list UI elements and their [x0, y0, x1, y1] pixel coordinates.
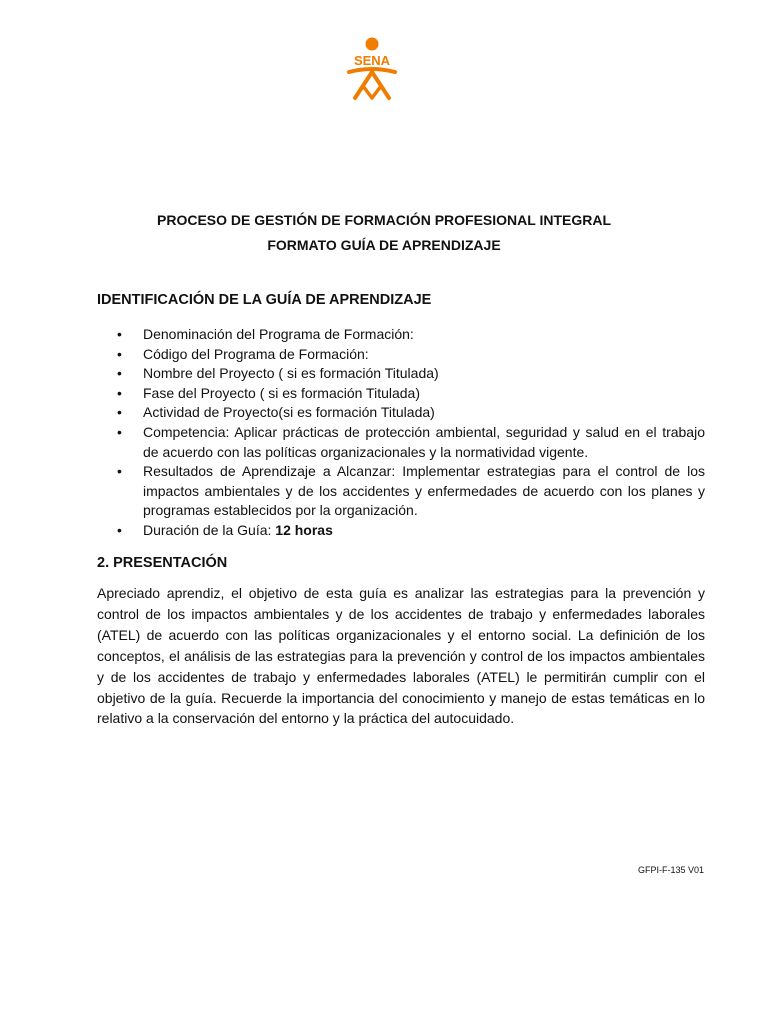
duration-value: 12 horas [275, 521, 333, 538]
list-item [97, 384, 705, 404]
document-process-title: PROCESO DE GESTIÓN DE FORMACIÓN PROFESIONAL INTEGRAL [157, 212, 611, 228]
list-item-text: Actividad de Proyecto(si es formación Titulada) [143, 404, 435, 421]
document-format-title: FORMATO GUÍA DE APRENDIZAJE [267, 237, 501, 253]
sena-logo-text: SENA [353, 53, 391, 68]
list-item-text: Competencia: Aplicar prácticas de protección ambiental, seguridad y salud en el trabajo de acuerdo con las políticas organizacionales y la normatividad vigente. [143, 423, 705, 460]
bullet-icon: • [117, 521, 122, 538]
document-code: GFPI-F-135 V01 [637, 865, 704, 875]
list-item [97, 325, 705, 345]
list-item [97, 364, 705, 384]
bullet-icon: • [117, 384, 122, 401]
bullet-icon: • [117, 365, 122, 382]
bullet-icon: • [117, 423, 122, 440]
list-item-text: Nombre del Proyecto ( si es formación Titulada) [143, 365, 439, 382]
list-item-text: Fase del Proyecto ( si es formación Titulada) [143, 384, 421, 401]
list-item [97, 423, 705, 462]
sena-logo [343, 36, 401, 102]
list-item-text: Denominación del Programa de Formación: [143, 326, 414, 342]
identification-heading: IDENTIFICACIÓN DE LA GUÍA DE APRENDIZAJE [97, 292, 432, 308]
list-item-text: Duración de la Guía: [143, 521, 276, 538]
list-item-text: Código del Programa de Formación: [143, 345, 369, 362]
presentation-heading: 2. PRESENTACIÓN [97, 555, 228, 571]
list-item-text: Resultados de Aprendizaje a Alcanzar: Implementar estrategias para el control de los impactos ambientales y de los accidentes y enfermedades de acuerdo con los planes y programas establecidos por la organización. [143, 463, 705, 519]
presentation-paragraph: Apreciado aprendiz, el objetivo de esta guía es analizar las estrategias para la prevención y control de los impactos ambientales y de los accidentes de trabajo y enfermedades laborales (ATEL) de acuerdo con las políticas organizacionales y el entorno social. La definición de los conceptos, el análisis de las estrategias para la prevención y control de los impactos ambientales y de los accidentes de trabajo y enfermedades laborales (ATEL) le permitirán cumplir con el objetivo de la guía. Recuerde la importancia del conocimiento y manejo de estas temáticas en lo relativo a la conservación del entorno y la práctica del autocuidado. [97, 585, 705, 727]
list-item [97, 521, 705, 541]
list-item [97, 462, 705, 521]
bullet-icon: • [117, 463, 122, 480]
list-item [97, 345, 705, 365]
list-item [97, 403, 705, 423]
bullet-icon: • [117, 404, 122, 421]
identification-list [97, 325, 705, 541]
bullet-icon: • [117, 345, 122, 362]
bullet-icon: • [117, 326, 122, 342]
